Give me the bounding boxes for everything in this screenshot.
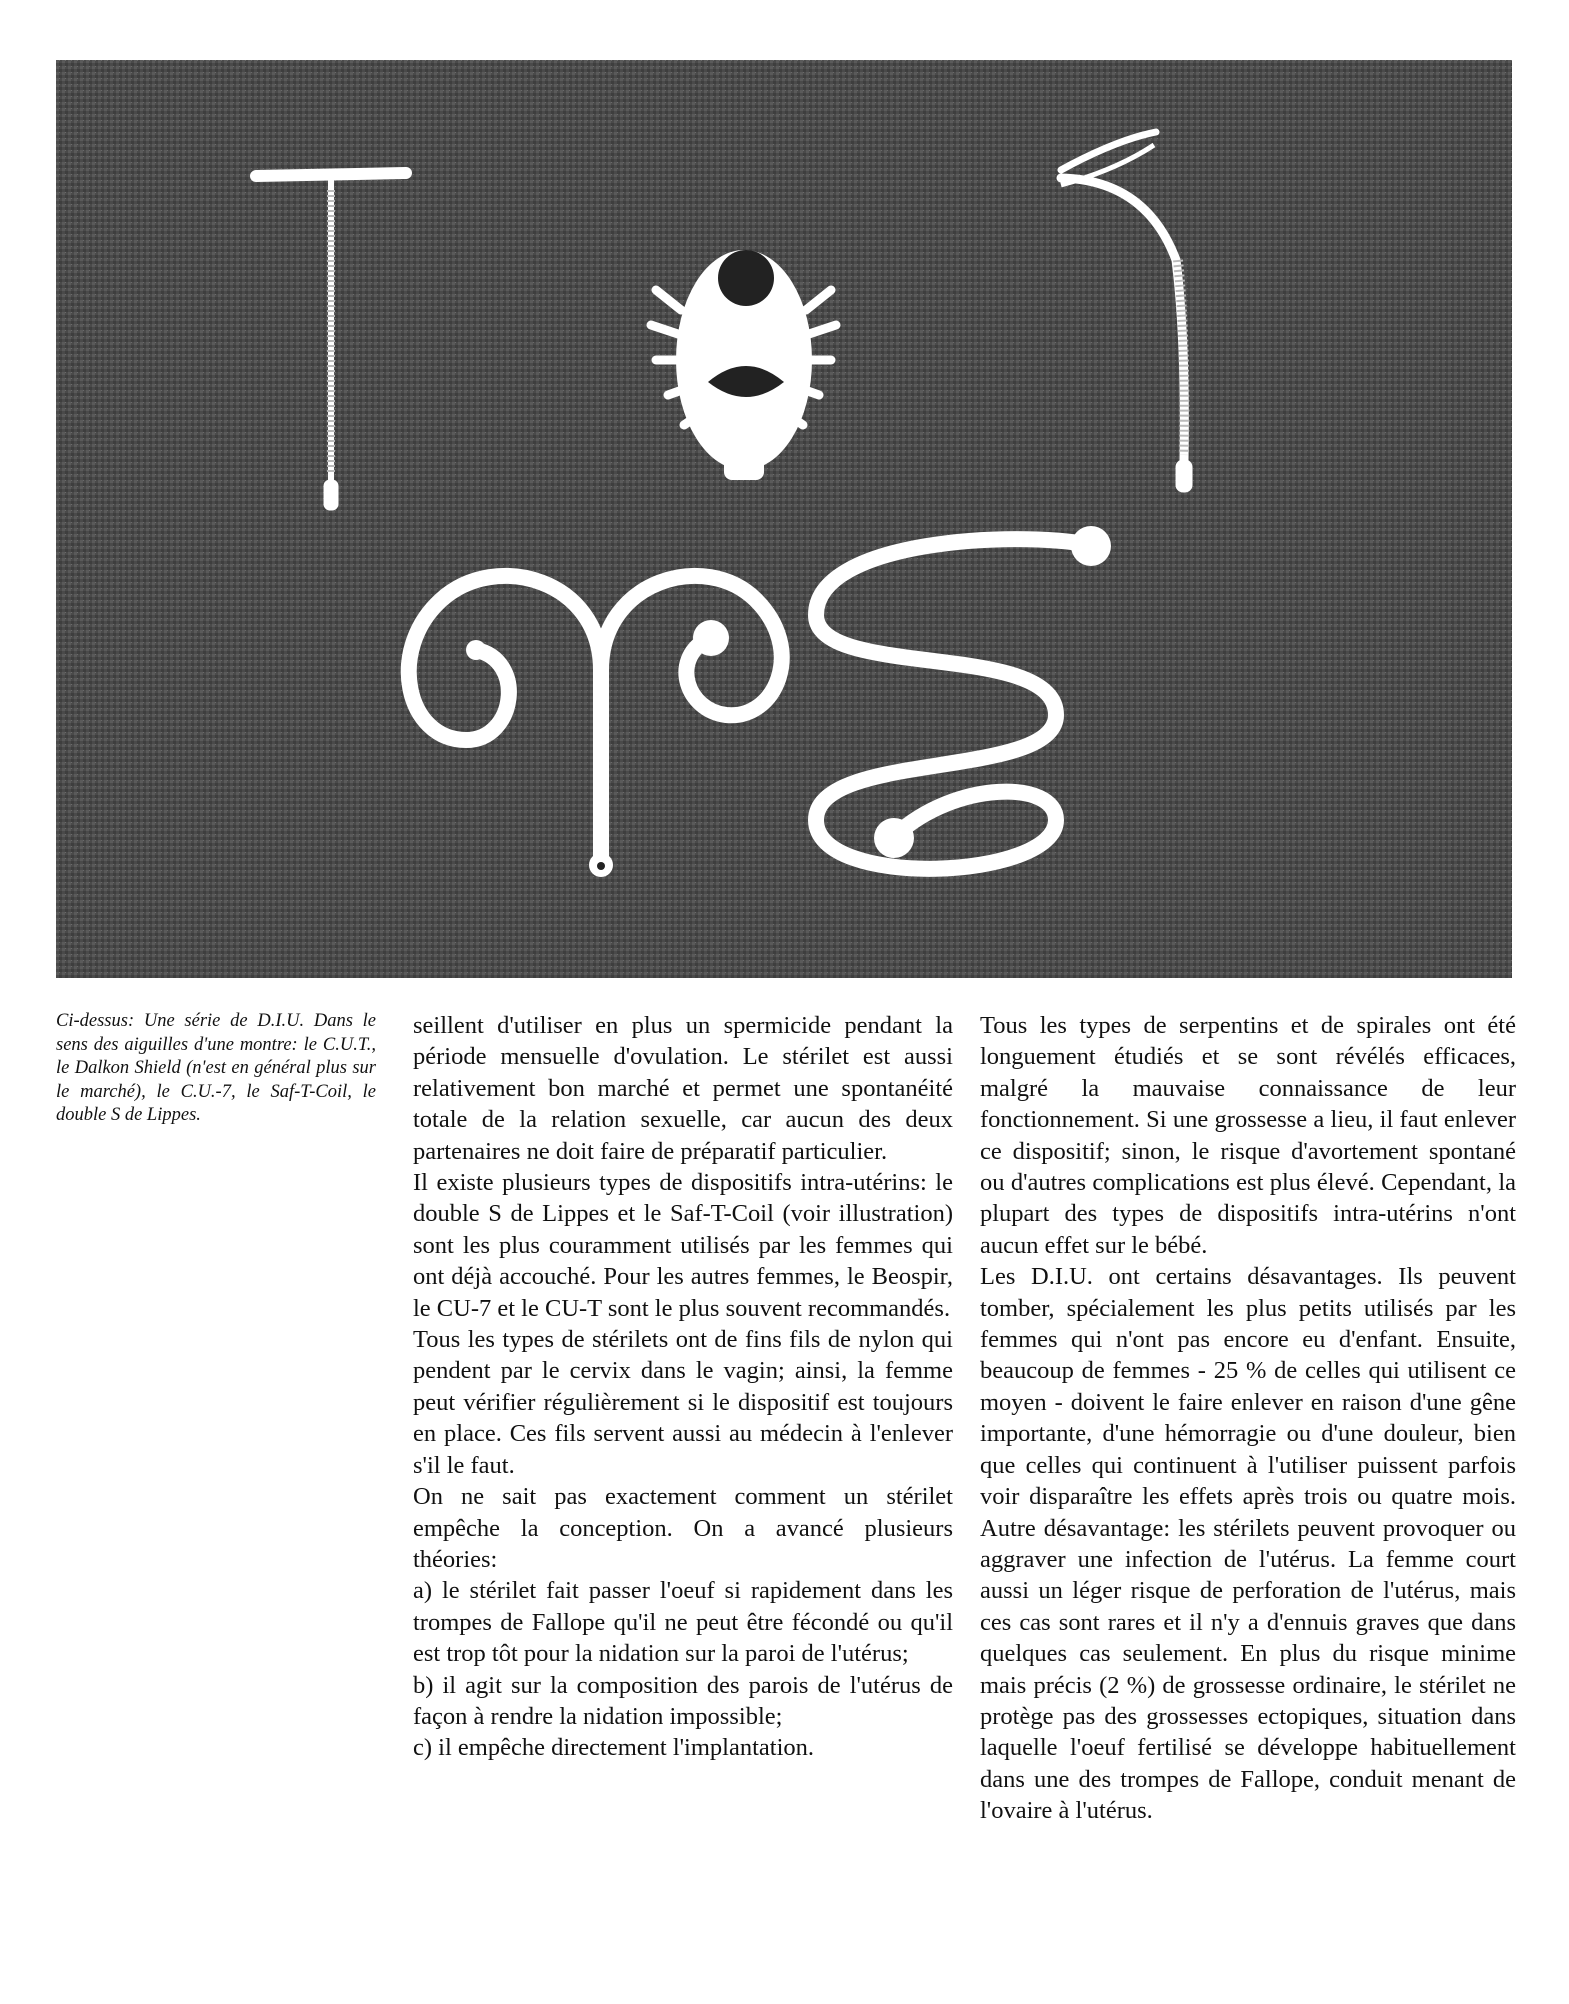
photo-caption: Ci-dessus: Une série de D.I.U. Dans le sens des aiguilles d'une montre: le C.U.T., le Dalkon Shield (n'est en général plus sur le marché), le C.U.-7, le Saf-T-Coil, le double S de Lippes. (56, 1011, 376, 1125)
fabric-background (56, 60, 1512, 978)
theory-item-a: a) le stérilet fait passer l'oeuf si rapidement dans les trompes de Fallope qu'il ne peut être fécondé ou qu'il est trop tôt pour la nidation sur la paroi de l'utérus; (413, 1577, 953, 1668)
iud-photograph (56, 60, 1512, 978)
paragraph: Les D.I.U. ont certains désavantages. Ils peuvent tomber, spécialement les plus petits utilisés par les femmes qui n'ont pas encore eu d'enfant. Ensuite, beaucoup de femmes - 25 % de celles qui utilisent ce moyen - doivent le faire enlever en raison d'une gêne importante, d'une hémorragie ou d'une douleur, bien que celles qui continuent à l'utiliser puissent parfois voir disparaître les effets après trois ou quatre mois. Autre désavantage: les stérilets peuvent provoquer ou aggraver une infection de l'utérus. La femme court aussi un léger risque de perforation de l'utérus, mais ces cas sont rares et il n'y a d'ennuis graves que dans quelques cas seulement. En plus du risque minime mais précis (2 %) de grossesse ordinaire, le stérilet ne protège pas des grossesses ectopiques, situation dans laquelle l'oeuf fertilisé se développe habituellement dans une des trompes de Fallope, conduit menant de l'ovaire à l'utérus. (980, 1263, 1516, 1825)
paragraph: Tous les types de serpentins et de spirales ont été longuement étudiés et se sont révélés efficaces, malgré la mauvaise connaissance de leur fonctionnement. Si une grossesse a lieu, il faut enlever ce dispositif; sinon, le risque d'avortement spontané ou d'autres complications est plus élevé. Cependant, la plupart des types de dispositifs intra-utérins n'ont aucun effet sur le bébé. (980, 1012, 1516, 1259)
paragraph: Il existe plusieurs types de dispositifs intra-utérins: le double S de Lippes et le Saf-T-Coil (voir illustration) sont les plus couramment utilisés par les femmes qui ont déjà accouché. Pour les autres femmes, le Beospir, le CU-7 et le CU-T sont le plus souvent recommandés. (413, 1169, 953, 1322)
paragraph: Tous les types de stérilets ont de fins fils de nylon qui pendent par le cervix dans le vagin; ainsi, la femme peut vérifier régulièrement si le dispositif est toujours en place. Ces fils servent aussi au médecin à l'enlever s'il le faut. (413, 1326, 953, 1479)
text-column-middle (413, 1010, 953, 1764)
theory-item-c: c) il empêche directement l'implantation. (413, 1734, 815, 1762)
paragraph: On ne sait pas exactement comment un stérilet empêche la conception. On a avancé plusieurs théories: (413, 1483, 953, 1573)
theory-item-b: b) il agit sur la composition des parois de l'utérus de façon à rendre la nidation impossible; (413, 1671, 953, 1730)
text-column-right (980, 1010, 1516, 1827)
paragraph: seillent d'utiliser en plus un spermicide pendant la période mensuelle d'ovulation. Le stérilet est aussi relativement bon marché et permet une spontanéité totale de la relation sexuelle, car aucun des deux partenaires ne doit faire de préparatif particulier. (413, 1012, 953, 1165)
